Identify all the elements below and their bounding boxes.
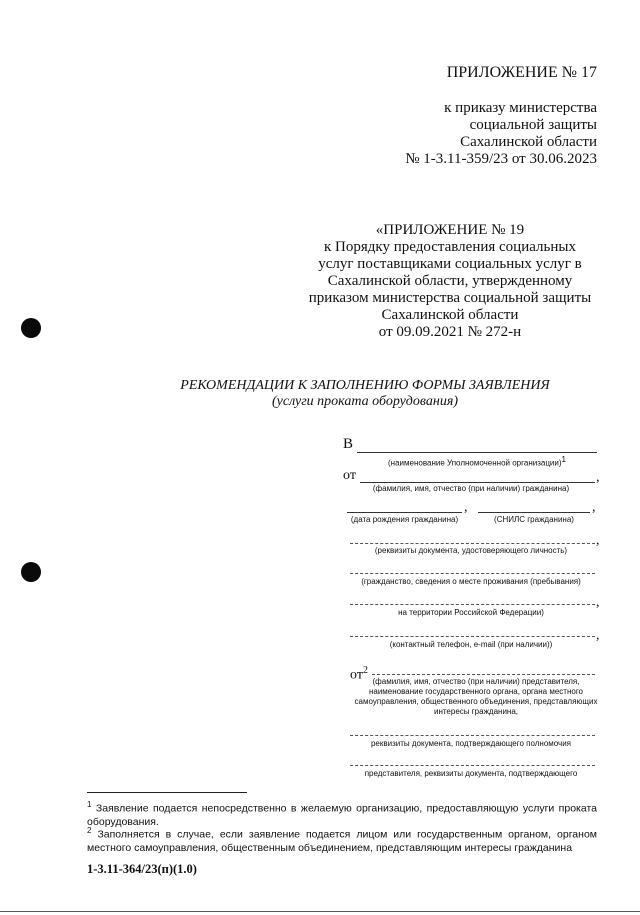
footnote-2 [87, 824, 597, 855]
doc-caption: (реквизиты документа, удостоверяющего личность) [374, 546, 568, 555]
footnote-ref-1: 1 [561, 455, 566, 464]
appendix17-line: № 1-3.11-359/23 от 30.06.2023 [405, 151, 597, 167]
footnote-separator [87, 792, 247, 793]
appendix17-line: социальной защиты [469, 117, 597, 133]
territory-line [350, 604, 595, 605]
rep-caption [345, 677, 607, 717]
org-caption: (наименование Уполномоченной организации)$^1$ [388, 455, 566, 468]
comma: , [596, 628, 600, 643]
contact-line [350, 636, 595, 637]
comma: , [464, 500, 468, 515]
heading-subtitle: (услуги проката оборудования) [271, 394, 458, 409]
org-line [357, 452, 597, 453]
contact-caption: (контактный телефон, e-mail (при наличии)) [389, 640, 553, 649]
comma: , [596, 470, 600, 485]
snils-line [478, 512, 590, 513]
doc-line [350, 543, 595, 544]
heading-title: РЕКОМЕНДАЦИИ К ЗАПОЛНЕНИЮ ФОРМЫ ЗАЯВЛЕНИЯ [180, 378, 550, 393]
rep-docs-line [350, 765, 595, 766]
citizenship-caption: (гражданство, сведения о месте проживания (пребывания) [361, 577, 581, 586]
to-label: В [343, 436, 354, 452]
from2-label: $от^2$ [350, 665, 368, 683]
footnote-2-text: Заполняется в случае, если заявление подается лицом или государственным органом, органом местного самоуправления, общественным объединением, представляющим интересы гражданина [87, 828, 598, 854]
rep-docs-caption: представителя, реквизиты документа, подтверждающего [364, 769, 578, 778]
rep-caption-line: самоуправления, общественного объединения, представляющих [354, 697, 598, 706]
authority-caption: реквизиты документа, подтверждающего полномочия [370, 739, 572, 748]
appendix17-block [277, 100, 597, 168]
scan-edge-line [0, 911, 640, 912]
rep-caption-line: (фамилия, имя, отчество (при наличии) представителя, [372, 677, 580, 686]
punch-hole-bottom [21, 562, 41, 582]
footnote-mark-2: 2 [87, 826, 92, 835]
citizenship-line [350, 573, 595, 574]
footnote-1-text: Заявление подается непосредственно в желаемую организацию, предоставляющую услуги проката оборудования. [87, 802, 598, 828]
comma: , [596, 533, 600, 548]
rep-line [372, 674, 595, 675]
appendix17-title: ПРИЛОЖЕНИЕ № 17 [446, 64, 597, 81]
appendix19-line: Сахалинской области [381, 307, 519, 323]
birth-caption: (дата рождения гражданина) [350, 515, 459, 524]
rep-caption-line: интересы гражданина, [433, 707, 519, 716]
document-code: 1-3.11-364/23(п)(1.0) [87, 862, 197, 876]
punch-hole-top [21, 318, 41, 338]
from-label: от [343, 468, 356, 483]
comma: , [596, 595, 600, 610]
snils-caption: (СНИЛС гражданина) [494, 515, 574, 524]
appendix19-block [280, 222, 620, 341]
appendix19-line: приказом министерства социальной защиты [308, 290, 592, 306]
appendix19-line: «ПРИЛОЖЕНИЕ № 19 [375, 222, 525, 238]
footnote-mark-1: 1 [87, 800, 92, 809]
appendix19-line: услуг поставщиками социальных услуг в [318, 256, 582, 272]
authority-line [350, 735, 595, 736]
birth-line [347, 512, 462, 513]
appendix19-line: к Порядку предоставления социальных [324, 239, 576, 255]
footnote-ref-2: 2 [362, 665, 368, 676]
comma: , [592, 500, 596, 515]
appendix19-line: Сахалинской области, утвержденному [327, 273, 573, 289]
territory-caption: на территории Российской Федерации) [398, 608, 544, 617]
rep-caption-line: наименование государственного органа, органа местного [368, 687, 584, 696]
fio-caption: (фамилия, имя, отчество (при наличии) гражданина) [372, 484, 570, 493]
appendix19-line: от 09.09.2021 № 272-н [378, 324, 522, 340]
appendix17-line: Сахалинской области [460, 134, 597, 150]
fio-line [360, 482, 595, 483]
appendix17-line: к приказу министерства [444, 100, 597, 116]
